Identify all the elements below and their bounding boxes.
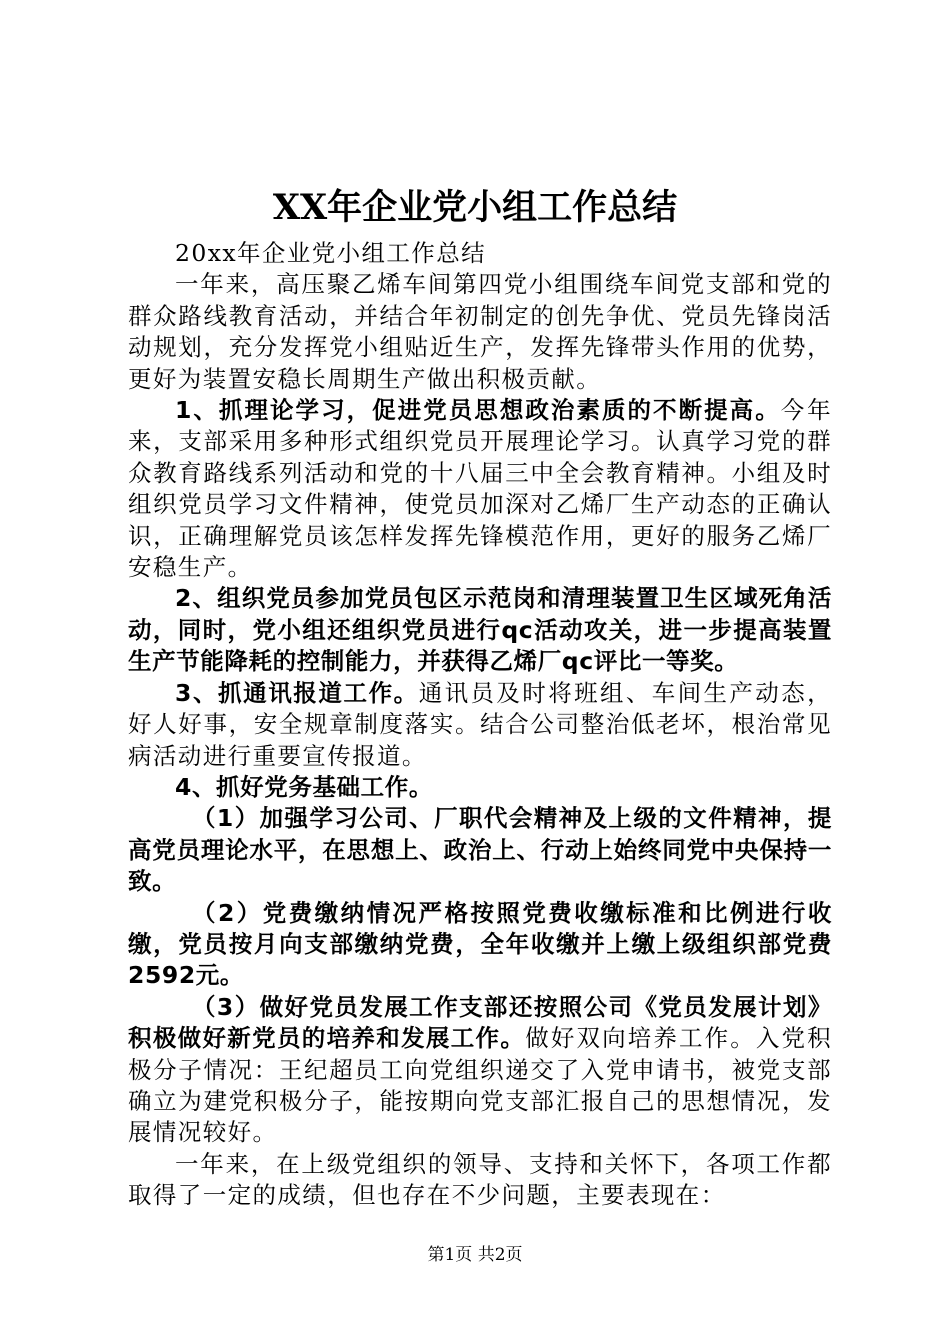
paragraph-item-3	[128, 678, 832, 772]
item-3-heading: 3、抓通讯报道工作。	[175, 678, 419, 707]
paragraph-subitem-1: （1）加强学习公司、厂职代会精神及上级的文件精神，提高党员理论水平，在思想上、政治上、行动上始终同党中央保持一致。	[128, 804, 832, 896]
document-title: XX年企业党小组工作总结	[272, 187, 678, 228]
subitem-3-text: 做好双向培养工作。入党积极分子情况：王纪超员工向党组织递交了入党申请书，被党支部确立为建党积极分子，能按期向党支部汇报自己的思想情况，发展情况较好。	[128, 1024, 832, 1147]
item-1-text: 今年来，支部采用多种形式组织党员开展理论学习。认真学习党的群众教育路线系列活动和党的十八届三中全会教育精神。小组及时组织党员学习文件精神，使党员加深对乙烯厂生产动态的正确认识，正确理解党员该怎样发挥先锋模范作用，更好的服务乙烯厂安稳生产。	[128, 396, 832, 582]
paragraph-subitem-3	[128, 992, 832, 1149]
paragraph-item-2: 2、组织党员参加党员包区示范岗和清理装置卫生区域死角活动，同时，党小组还组织党员进行qc活动攻关，进一步提高装置生产节能降耗的控制能力，并获得乙烯厂qc评比一等奖。	[128, 584, 832, 676]
item-1-heading: 1、抓理论学习，促进党员思想政治素质的不断提高。	[175, 396, 781, 425]
paragraph-intro: 一年来，高压聚乙烯车间第四党小组围绕车间党支部和党的群众路线教育活动，并结合年初制定的创先争优、党员先锋岗活动规划，充分发挥党小组贴近生产，发挥先锋带头作用的优势，更好为装置安稳长周期生产做出积极贡献。	[128, 270, 832, 393]
item-3-text: 通讯员及时将班组、车间生产动态，好人好事，安全规章制度落实。结合公司整治低老坏，根治常见病活动进行重要宣传报道。	[128, 678, 832, 770]
page-footer: 第1页 共2页	[427, 1245, 523, 1265]
paragraph-item-1	[128, 395, 832, 583]
paragraph-subtitle: 20xx年企业党小组工作总结	[175, 239, 487, 267]
paragraph-item-4: 4、抓好党务基础工作。	[175, 772, 433, 801]
paragraph-subitem-2: （2）党费缴纳情况严格按照党费收缴标准和比例进行收缴，党员按月向支部缴纳党费，全年收缴并上缴上级组织部党费2592元。	[128, 898, 832, 990]
subitem-3-heading: （3）做好党员发展工作支部还按照公司《党员发展计划》积极做好新党员的培养和发展工作。	[128, 992, 832, 1053]
document-body	[128, 238, 832, 1212]
paragraph-conclusion: 一年来，在上级党组织的领导、支持和关怀下，各项工作都取得了一定的成绩，但也存在不少问题，主要表现在：	[128, 1149, 832, 1210]
